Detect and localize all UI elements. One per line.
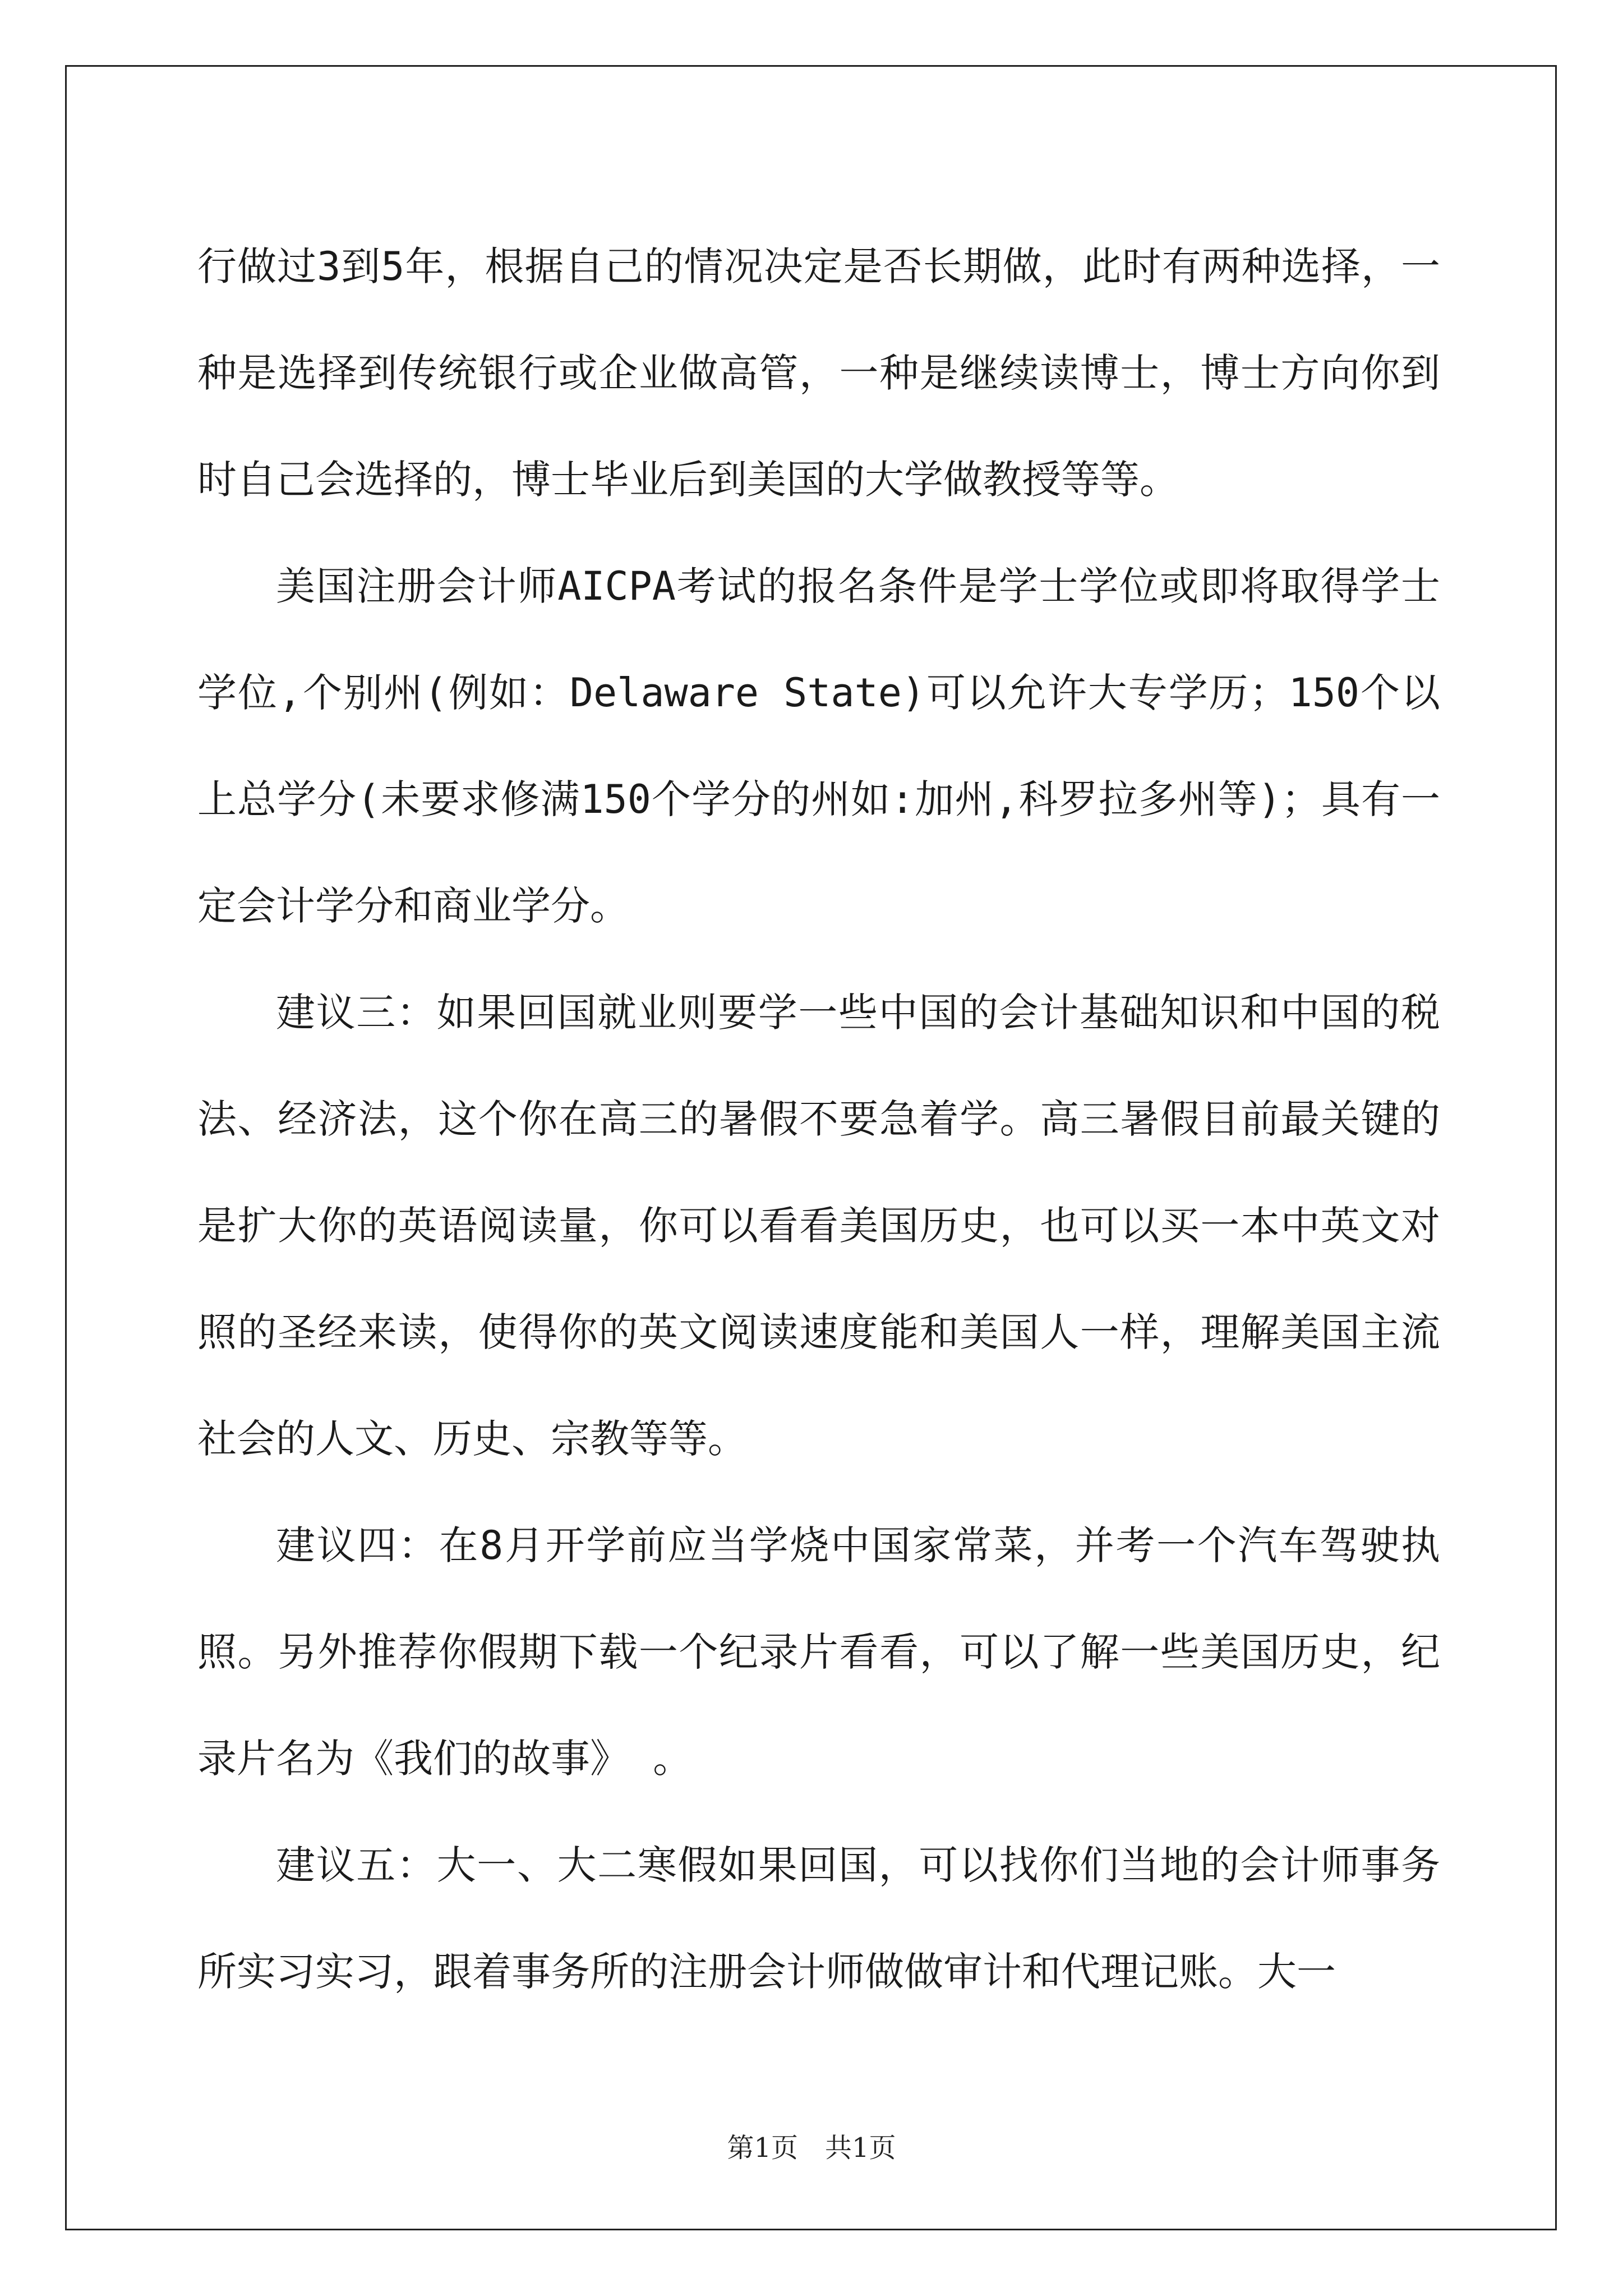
page-footer: 第1页 共1页: [727, 2132, 896, 2164]
paragraph-3: 建议三：如果回国就业则要学一些中国的会计基础知识和中国的税法、经济法，这个你在高三的暑假不要急着学。高三暑假目前最关键的是扩大你的英语阅读量，你可以看看美国历史，也可以买一本中英文对照的圣经来读，使得你的英文阅读速度能和美国人一样，理解美国主流社会的人文、历史、宗教等等。: [197, 990, 1440, 1462]
paragraph-4: 建议四：在8月开学前应当学烧中国家常菜，并考一个汽车驾驶执照。另外推荐你假期下载一个纪录片看看，可以了解一些美国历史，纪录片名为《我们的故事》 。: [197, 1522, 1440, 1782]
paragraph-5: 建议五：大一、大二寒假如果回国，可以找你们当地的会计师事务所实习实习，跟着事务所的注册会计师做做审计和代理记账。大一: [197, 1842, 1440, 1995]
paragraph-2: 美国注册会计师AICPA考试的报名条件是学士学位或即将取得学士学位,个别州(例如：Delaware State)可以允许大专学历；150个以上总学分(未要求修满150个学分的州如:加州,科罗拉多州等)；具有一定会计学分和商业学分。: [197, 563, 1440, 929]
paragraph-1: 行做过3到5年，根据自己的情况决定是否长期做，此时有两种选择，一种是选择到传统银行或企业做高管，一种是继续读博士，博士方向你到时自己会选择的，博士毕业后到美国的大学做教授等等。: [197, 243, 1440, 503]
document-body: [197, 213, 1440, 2025]
